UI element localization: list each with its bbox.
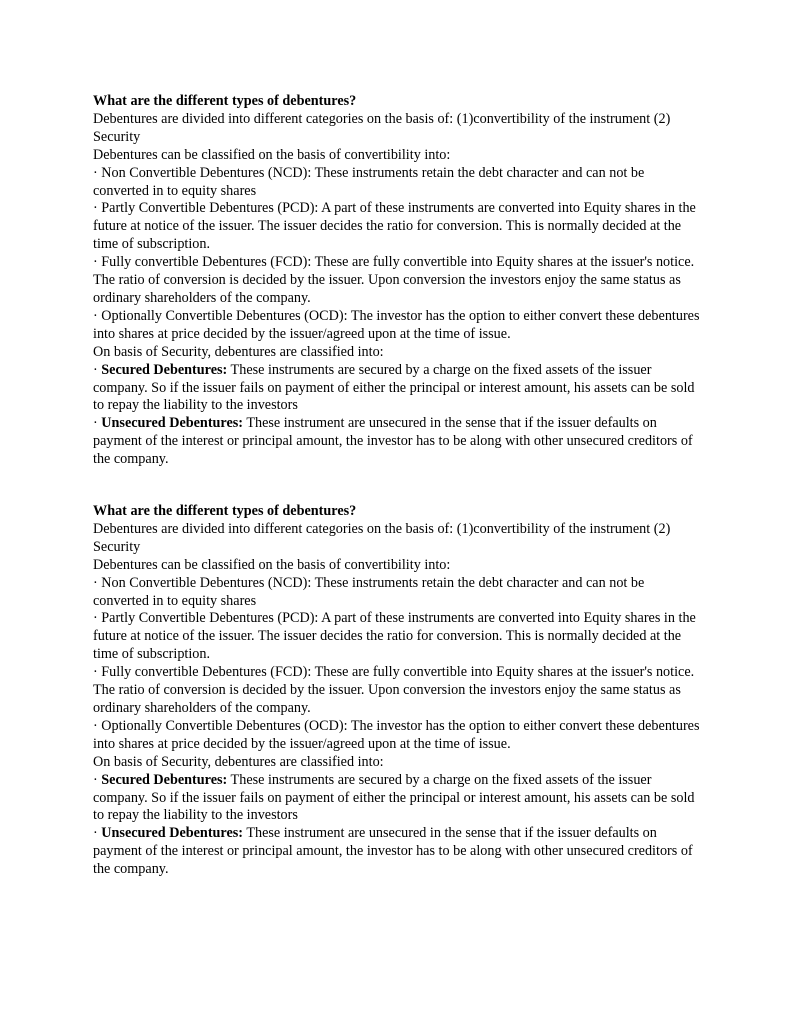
unsecured-text: These instrument are unsecured in the sense that if the issuer defaults on payment of the interest or principal amount, the investor has to be along with other unsecured creditors of the company. — [93, 825, 693, 878]
document-page — [93, 93, 703, 879]
section-heading: What are the different types of debentures? — [93, 503, 357, 520]
fcd-item: · Fully convertible Debentures (FCD): These are fully convertible into Equity shares at the issuer's notice. The ratio of conversion is decided by the issuer. Upon conversion the investors enjoy the same status as ordinary shareholders of the company. — [93, 254, 695, 306]
bullet: · — [93, 825, 102, 842]
intro-paragraph: Debentures are divided into different categories on the basis of: (1)convertibility of the instrument (2) Security — [93, 110, 671, 145]
bullet: · — [93, 771, 102, 788]
secured-text: These instruments are secured by a charge on the fixed assets of the issuer company. So if the issuer fails on payment of either the principal or interest amount, his assets can be sold to repay the liability to the investors — [93, 771, 695, 824]
ocd-item: · Optionally Convertible Debentures (OCD): The investor has the option to either convert these debentures into shares at price decided by the issuer/agreed upon at the time of issue. — [93, 717, 700, 752]
pcd-item: · Partly Convertible Debentures (PCD): A part of these instruments are converted into Equity shares in the future at notice of the issuer. The issuer decides the ratio for conversion. This is normally decided at the time of subscription. — [93, 200, 696, 253]
section-heading: What are the different types of debentures? — [93, 93, 357, 109]
unsecured-text: These instrument are unsecured in the sense that if the issuer defaults on payment of the interest or principal amount, the investor has to be along with other unsecured creditors of the company. — [93, 415, 693, 468]
security-intro: On basis of Security, debentures are classified into: — [93, 753, 384, 770]
convertibility-intro: Debentures can be classified on the basis of convertibility into: — [93, 556, 451, 573]
ncd-item: · Non Convertible Debentures (NCD): These instruments retain the debt character and can not be converted in to equity shares — [93, 164, 645, 199]
intro-paragraph: Debentures are divided into different categories on the basis of: (1)convertibility of the instrument (2) Security — [93, 520, 671, 555]
fcd-item: · Fully convertible Debentures (FCD): These are fully convertible into Equity shares at the issuer's notice. The ratio of conversion is decided by the issuer. Upon conversion the investors enjoy the same status as ordinary shareholders of the company. — [93, 664, 695, 716]
convertibility-intro: Debentures can be classified on the basis of convertibility into: — [93, 146, 451, 163]
unsecured-item — [93, 415, 703, 469]
bullet: · — [93, 415, 102, 432]
bullet: · — [93, 361, 102, 378]
ncd-item: · Non Convertible Debentures (NCD): These instruments retain the debt character and can not be converted in to equity shares — [93, 574, 645, 609]
secured-item — [93, 772, 703, 826]
secured-text: These instruments are secured by a charge on the fixed assets of the issuer company. So if the issuer fails on payment of either the principal or interest amount, his assets can be sold to repay the liability to the investors — [93, 361, 695, 414]
debenture-section — [93, 503, 703, 879]
unsecured-label: Unsecured Debentures: — [101, 825, 244, 842]
unsecured-label: Unsecured Debentures: — [101, 415, 244, 432]
unsecured-item — [93, 825, 703, 879]
secured-label: Secured Debentures: — [101, 771, 228, 788]
security-intro: On basis of Security, debentures are classified into: — [93, 343, 384, 360]
ocd-item: · Optionally Convertible Debentures (OCD): The investor has the option to either convert these debentures into shares at price decided by the issuer/agreed upon at the time of issue. — [93, 307, 700, 342]
secured-item — [93, 362, 703, 416]
debenture-section — [93, 93, 703, 469]
secured-label: Secured Debentures: — [101, 361, 228, 378]
pcd-item: · Partly Convertible Debentures (PCD): A part of these instruments are converted into Equity shares in the future at notice of the issuer. The issuer decides the ratio for conversion. This is normally decided at the time of subscription. — [93, 610, 696, 663]
